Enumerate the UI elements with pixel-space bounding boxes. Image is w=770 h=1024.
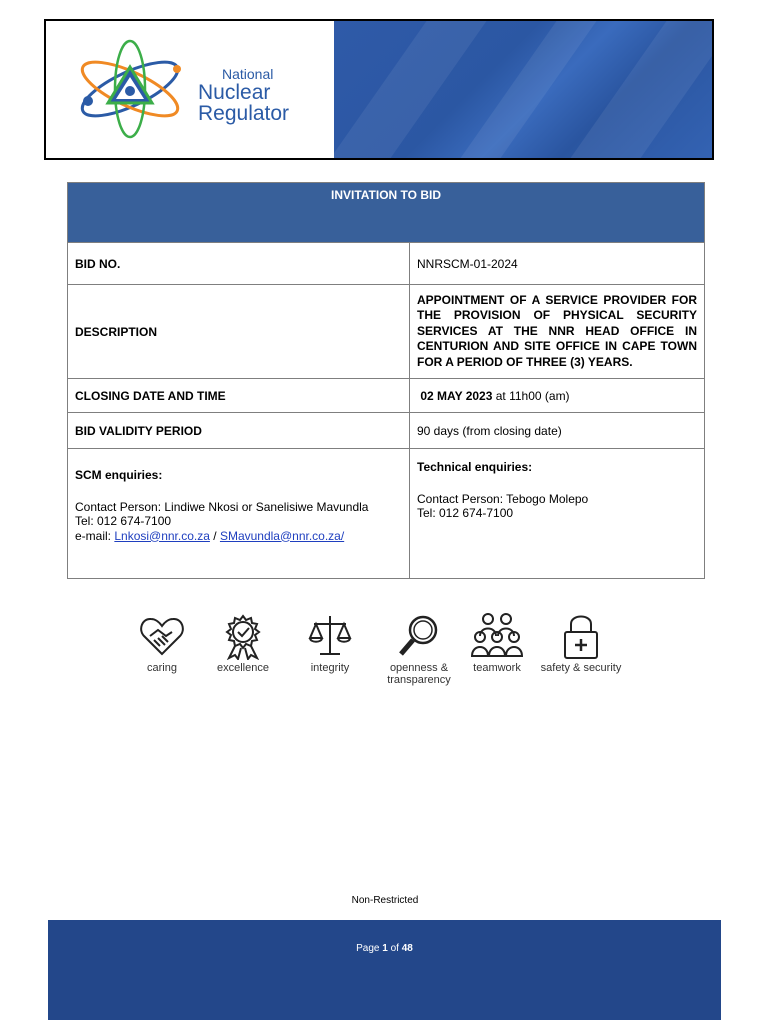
scm-enquiries-cell xyxy=(68,449,410,579)
invitation-table xyxy=(67,182,705,579)
technical-heading: Technical enquiries: xyxy=(417,460,533,474)
logo-line-1: National xyxy=(222,66,274,82)
scm-contact: Contact Person: Lindiwe Nkosi or Sanelisiwe Mavundla xyxy=(75,499,369,514)
lock-plus-icon xyxy=(557,612,605,660)
scales-icon xyxy=(306,612,354,660)
page-current: 1 xyxy=(382,943,388,954)
logo-line-3: Regulator xyxy=(198,102,290,125)
header-blue-panel xyxy=(334,21,714,158)
page-word: Page xyxy=(356,943,383,954)
nnr-atom-logo-icon xyxy=(72,39,192,139)
value-caring-label: caring xyxy=(147,662,177,674)
award-rosette-icon xyxy=(219,612,267,660)
closing-date-value xyxy=(410,379,705,413)
people-group-icon xyxy=(471,612,523,660)
value-integrity xyxy=(300,612,360,674)
technical-tel: Tel: 012 674-7100 xyxy=(417,506,514,520)
header-banner xyxy=(44,19,714,160)
scm-email-link-2[interactable]: SMavundla@nnr.co.za/ xyxy=(219,528,345,543)
page-total: 48 xyxy=(401,943,413,954)
technical-enquiries-cell xyxy=(410,449,705,579)
description-label: DESCRIPTION xyxy=(68,285,410,379)
logo-wordmark xyxy=(198,67,289,124)
value-transparency-label: transparency xyxy=(387,674,451,686)
invitation-title: INVITATION TO BID xyxy=(68,183,705,243)
scm-email-prefix: e-mail: xyxy=(75,528,115,543)
value-caring xyxy=(132,612,192,674)
scm-email-line xyxy=(75,529,402,544)
closing-date-label: CLOSING DATE AND TIME xyxy=(68,379,410,413)
logo-line-2: Nuclear xyxy=(198,81,271,104)
value-excellence-label: excellence xyxy=(217,662,269,674)
scm-heading: SCM enquiries: xyxy=(75,468,163,482)
scm-tel: Tel: 012 674-7100 xyxy=(75,514,172,528)
description-value: APPOINTMENT OF A SERVICE PROVIDER FOR THE PROVISION OF PHYSICAL SECURITY SERVICES AT THE NNR HEAD OFFICE IN CENTURION AND SITE OFFICE IN CAPE TOWN FOR A PERIOD OF THREE (3) YEARS. xyxy=(410,285,705,379)
scm-email-link-1[interactable]: Lnkosi@nnr.co.za xyxy=(114,528,210,543)
validity-value: 90 days (from closing date) xyxy=(410,413,705,449)
value-teamwork-label: teamwork xyxy=(473,662,521,674)
page-footer xyxy=(48,920,721,1020)
handshake-heart-icon xyxy=(138,612,186,660)
page-number xyxy=(48,943,721,954)
technical-contact: Contact Person: Tebogo Molepo xyxy=(417,491,589,506)
magnifier-icon xyxy=(395,612,443,660)
value-safety-label: safety & security xyxy=(540,662,622,674)
bid-no-value: NNRSCM-01-2024 xyxy=(410,243,705,285)
closing-date-time: at 11h00 (am) xyxy=(492,388,570,403)
value-safety xyxy=(538,612,624,674)
values-row xyxy=(130,612,630,692)
value-teamwork xyxy=(464,612,530,674)
closing-date-bold: 02 MAY 2023 xyxy=(420,388,493,403)
bid-no-label: BID NO. xyxy=(68,243,410,285)
value-integrity-label: integrity xyxy=(310,662,350,674)
validity-label: BID VALIDITY PERIOD xyxy=(68,413,410,449)
value-openness xyxy=(382,612,456,686)
value-openness-label: openness & xyxy=(389,662,449,674)
of-word: of xyxy=(387,943,402,954)
value-excellence xyxy=(210,612,276,674)
scm-email-separator: / xyxy=(209,528,220,543)
classification-label: Non-Restricted xyxy=(351,895,419,906)
